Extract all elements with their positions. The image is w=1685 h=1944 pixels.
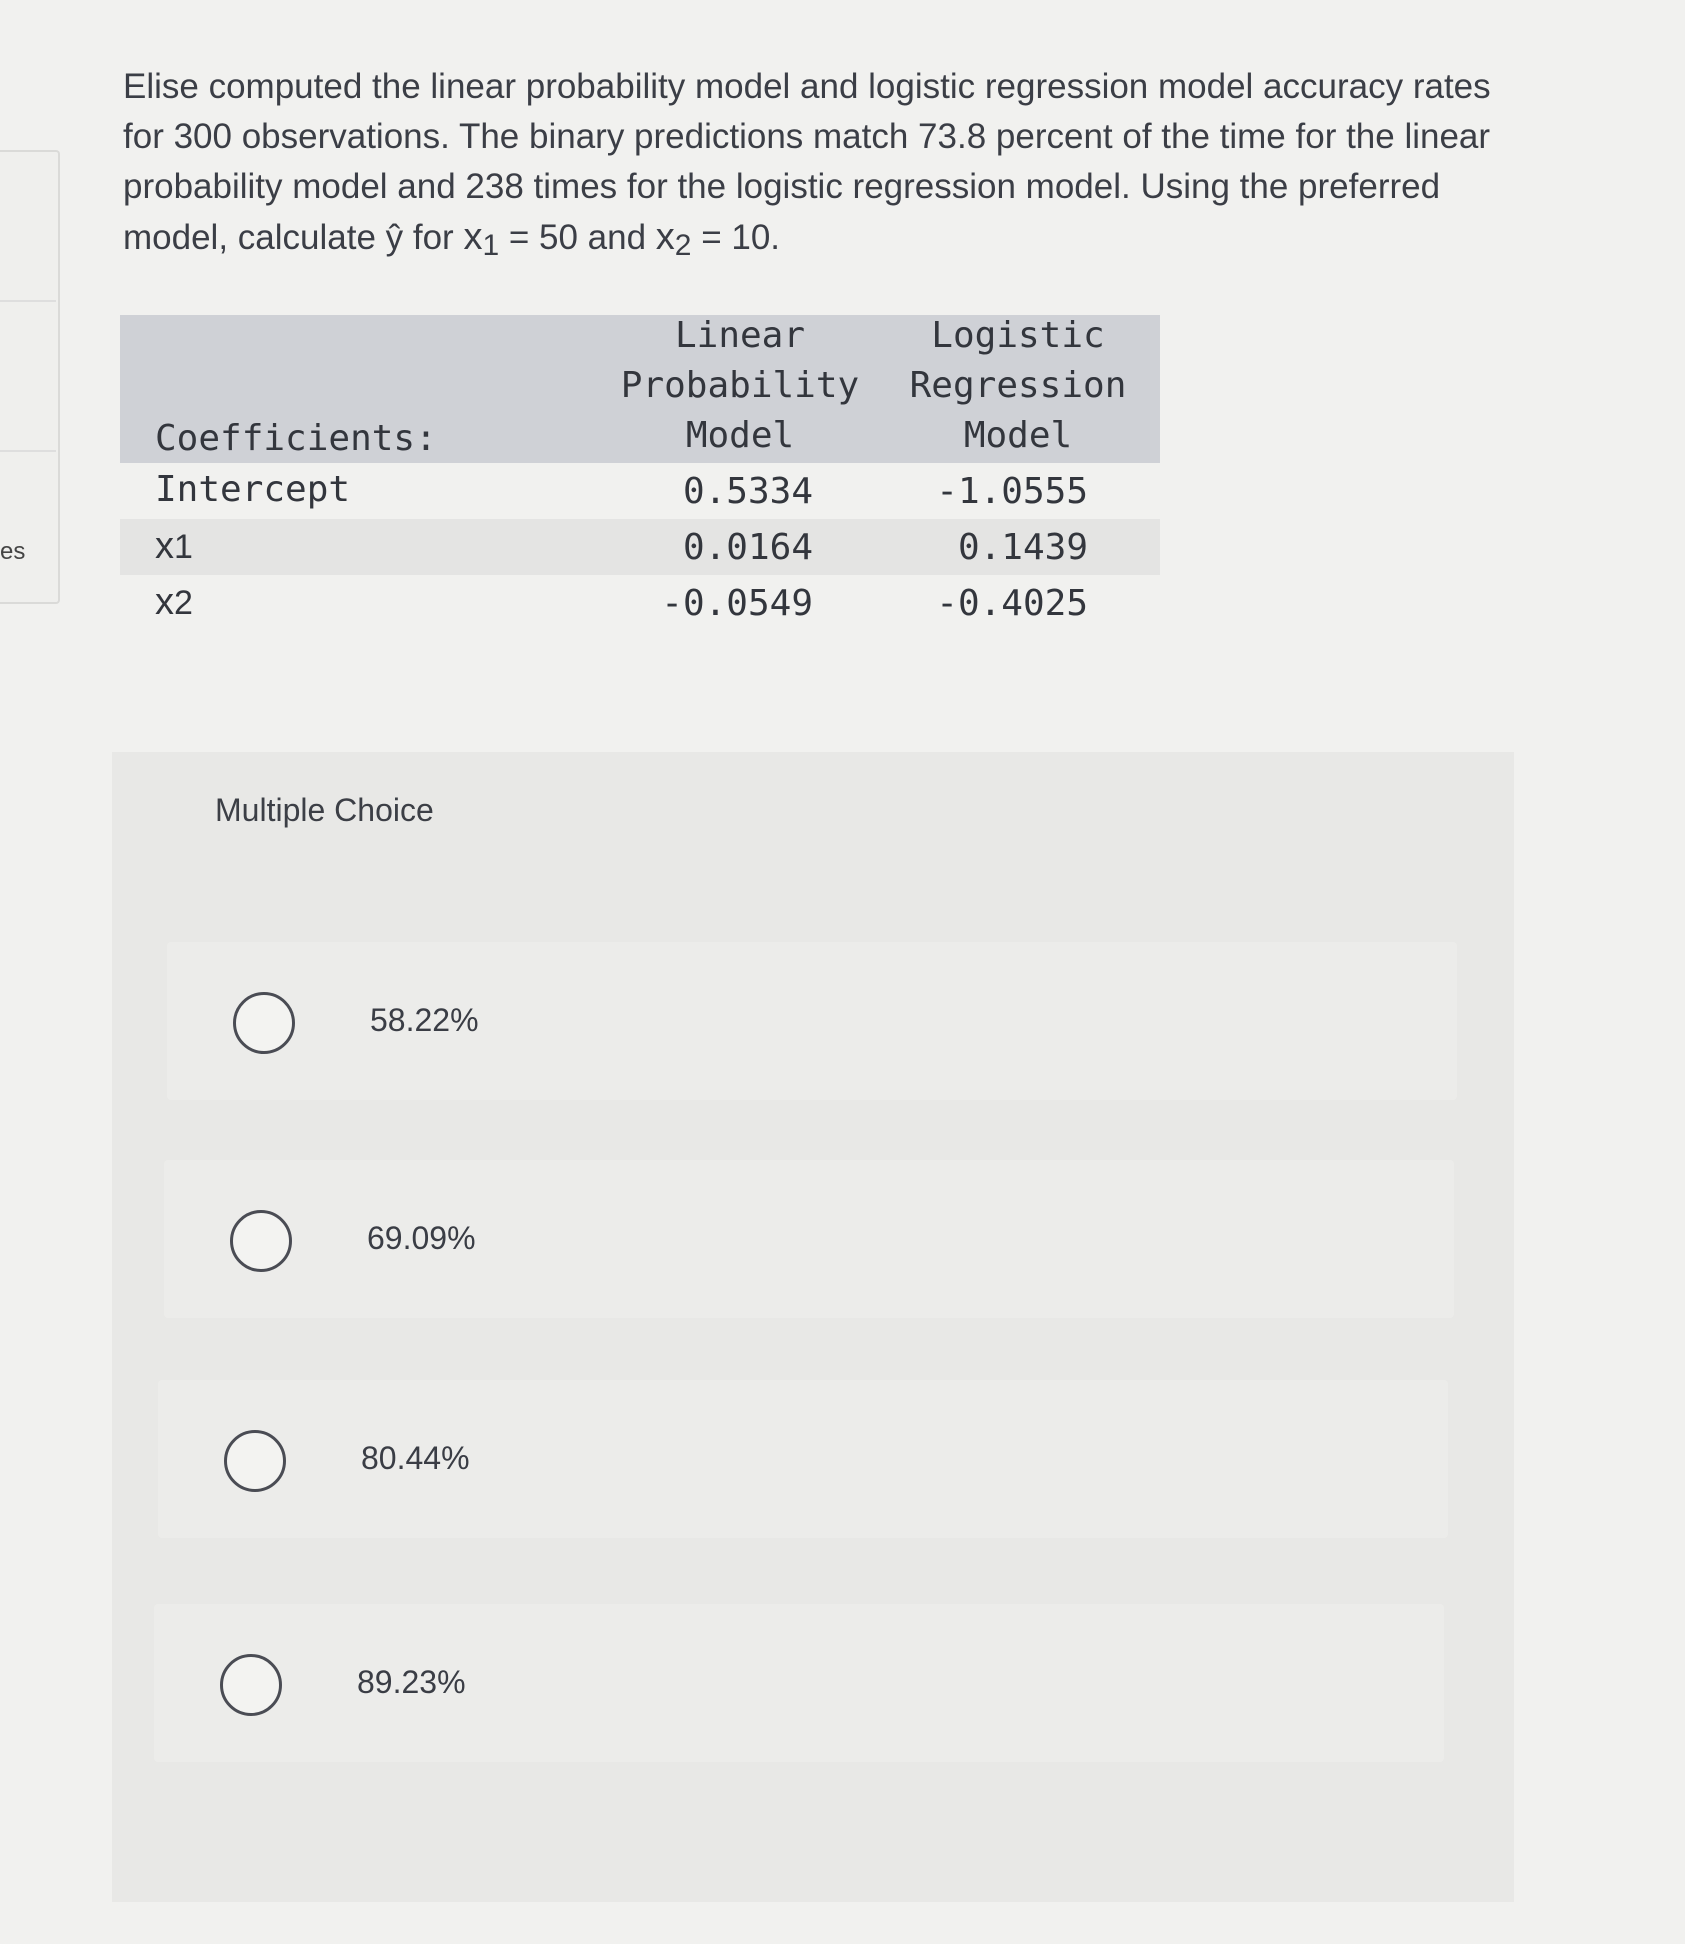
- answer-option-3[interactable]: [158, 1380, 1448, 1538]
- coefficients-table: [120, 315, 1160, 631]
- table-row: [120, 575, 1160, 631]
- answer-option-4[interactable]: [154, 1604, 1444, 1762]
- multiple-choice-title: Multiple Choice: [215, 792, 434, 828]
- lpm-x2-value: -0.0549: [661, 583, 813, 624]
- x2-variable: x: [655, 216, 675, 258]
- table-row: [120, 463, 1160, 519]
- row-label-x2: x2: [155, 581, 193, 623]
- row-label-x1: x1: [155, 525, 193, 567]
- x2-subscript: 2: [674, 229, 692, 262]
- question-body: Elise computed the linear probability model and logistic regression model accuracy rates for 300 observations. The binary predictions match 73.8 percent of the time for the linear probability model and 238 times for the logistic regression model. Using the preferred model, calculate: [123, 67, 1491, 257]
- left-panel-divider: [0, 300, 56, 302]
- radio-button[interactable]: [230, 1210, 292, 1272]
- coefficients-header-label: Coefficients:: [155, 418, 437, 459]
- x1-variable: x: [463, 216, 483, 258]
- left-panel-divider: [0, 450, 56, 452]
- logit-column-header: Logistic Regression Model: [909, 315, 1127, 456]
- lpm-column-header: Linear Probability Model: [620, 315, 860, 456]
- left-panel-label[interactable]: es: [0, 538, 26, 565]
- y-hat-symbol: ŷ: [385, 218, 404, 257]
- multiple-choice-panel: [112, 752, 1514, 1902]
- answer-label: 89.23%: [357, 1664, 466, 1700]
- radio-button[interactable]: [224, 1430, 286, 1492]
- x1-value: = 50 and: [499, 218, 656, 257]
- logit-x1-value: 0.1439: [957, 527, 1088, 568]
- coefficients-table-header: [120, 315, 1160, 463]
- answer-label: 80.44%: [361, 1440, 470, 1476]
- left-panel-edge: [0, 150, 60, 604]
- row-label-intercept: Intercept: [155, 469, 351, 510]
- question-text: Elise computed the linear probability model and logistic regression model accuracy rates for 300 observations. The binary predictions match 73.8 percent of the time for the linear probability model and 238 times for the logistic regression model. Using the preferred model, calculate ŷ for $x_1 = 50$ and $x_2 = 10$.: [123, 67, 1491, 262]
- answer-label: 58.22%: [370, 1002, 479, 1038]
- logit-x2-value: -0.4025: [936, 583, 1088, 624]
- lpm-intercept-value: 0.5334: [682, 471, 813, 512]
- answer-option-2[interactable]: [164, 1160, 1454, 1318]
- x1-subscript: 1: [482, 229, 500, 262]
- logit-intercept-value: -1.0555: [936, 471, 1088, 512]
- answer-label: 69.09%: [367, 1220, 476, 1256]
- table-row: [120, 519, 1160, 575]
- lpm-x1-value: 0.0164: [682, 527, 813, 568]
- radio-button[interactable]: [220, 1654, 282, 1716]
- x2-value: = 10.: [691, 218, 781, 257]
- radio-button[interactable]: [233, 992, 295, 1054]
- answer-option-1[interactable]: [167, 942, 1457, 1100]
